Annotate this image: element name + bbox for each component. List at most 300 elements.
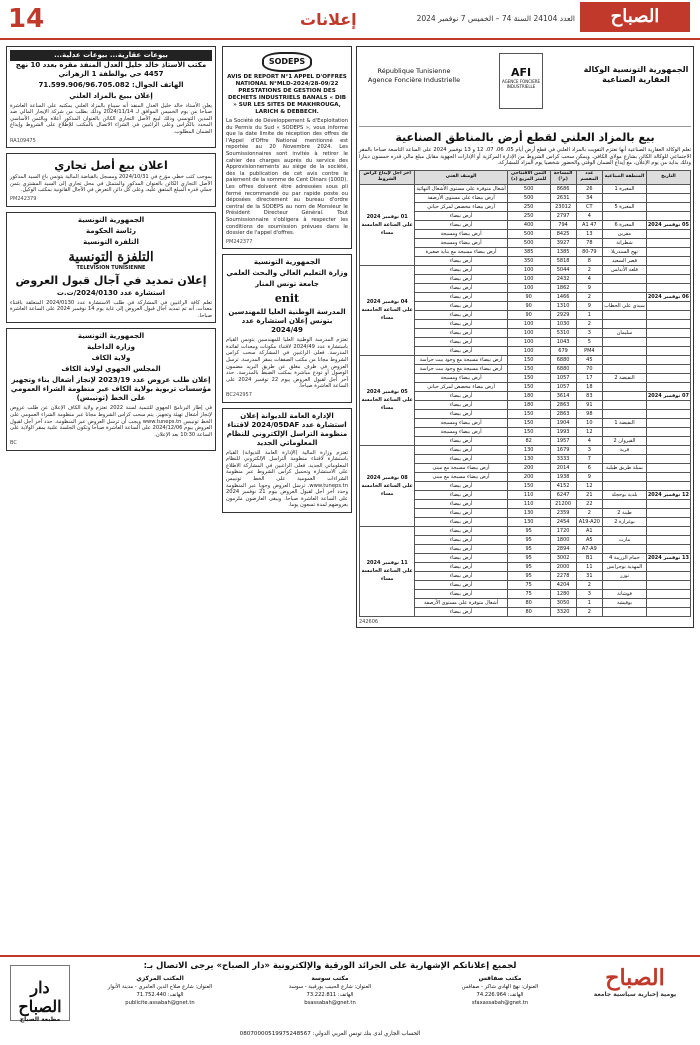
table-cell — [646, 364, 690, 373]
table-cell: 150 — [507, 355, 550, 364]
table-cell: 7 — [576, 454, 603, 463]
table-cell: 1 — [576, 598, 603, 607]
table-cell: أرض بيضاء — [415, 436, 507, 445]
table-cell: 70 — [576, 364, 603, 373]
table-cell — [646, 436, 690, 445]
table-cell: 95 — [507, 544, 550, 553]
table-cell: 3 — [576, 328, 603, 337]
dar-assabah-name: دار الصباح — [18, 978, 62, 1016]
table-cell: 1057 — [550, 373, 576, 382]
table-cell: 100 — [507, 328, 550, 337]
table-cell: أرض بيضاء — [415, 265, 507, 274]
bank-account: الحساب الجاري لدى بنك تونس العربي الدولي: 08070000519975248567 — [239, 1031, 421, 1037]
table-cell: 3614 — [550, 391, 576, 400]
table-cell: قلعة الأندلس — [603, 265, 647, 274]
table-cell: 2014 — [550, 463, 576, 472]
judicial-banner: بيوعات عقارية... بيوعات عدلية... — [10, 50, 212, 61]
table-cell — [646, 265, 690, 274]
table-cell: 385 — [507, 247, 550, 256]
table-cell: 3 — [576, 445, 603, 454]
office-address: العنوان: نهج الهادي شاكر - صفاقس — [461, 984, 539, 990]
table-cell: 17 — [576, 373, 603, 382]
office-email: publicite.assabah@gnet.tn — [125, 1000, 195, 1006]
table-cell: بوغرارة 2 — [603, 517, 647, 526]
table-cell — [646, 580, 690, 589]
table-cell: 90 — [507, 310, 550, 319]
table-header-cell: آخر أجل لإيداع كراس الشروط — [360, 170, 415, 184]
table-cell: 100 — [507, 265, 550, 274]
table-cell — [646, 607, 690, 616]
table-cell: 4204 — [550, 580, 576, 589]
table-row — [360, 184, 691, 193]
table-cell: 45 — [576, 355, 603, 364]
column-middle — [222, 46, 352, 946]
table-cell: أرض بيضاء ومسيجة — [415, 229, 507, 238]
table-cell: A19-A20 — [576, 517, 603, 526]
table-cell: 82 — [507, 436, 550, 445]
tv-presidency: رئاسة الحكومة — [86, 226, 136, 235]
table-cell: 1993 — [550, 427, 576, 436]
table-cell: 500 — [507, 229, 550, 238]
table-cell: 3050 — [550, 598, 576, 607]
table-cell: أرض بيضاء — [415, 409, 507, 418]
table-cell: 150 — [507, 427, 550, 436]
table-cell: 2 — [576, 265, 603, 274]
page-number: 14 — [8, 4, 45, 34]
table-cell: أرض بيضاء — [415, 337, 507, 346]
table-cell — [646, 256, 690, 265]
table-cell: A1 — [576, 526, 603, 535]
table-cell — [646, 481, 690, 490]
table-cell: أرض بيضاء — [415, 607, 507, 616]
table-cell: 1310 — [550, 301, 576, 310]
table-cell: 2797 — [550, 211, 576, 220]
table-cell — [646, 571, 690, 580]
table-cell — [646, 229, 690, 238]
tv-name: التلفزة التونسية — [83, 237, 139, 246]
table-cell: 95 — [507, 526, 550, 535]
table-cell: 2454 — [550, 517, 576, 526]
office-address: العنوان: شارع صلاح الدين العامري - مدينة الأنوار — [107, 984, 213, 990]
table-cell — [646, 598, 690, 607]
enit-title: المدرسة الوطنية العليا للمهندسين بتونس إعلان استشارة عدد 2024/49 — [228, 308, 346, 335]
table-cell: أرض بيضاء — [415, 292, 507, 301]
table-cell: 100 — [507, 283, 550, 292]
table-cell: توزر — [603, 571, 647, 580]
table-cell — [646, 418, 690, 427]
table-cell — [603, 472, 647, 481]
table-cell: 100 — [507, 346, 550, 355]
table-cell: 500 — [507, 184, 550, 193]
table-cell — [646, 193, 690, 202]
table-cell — [603, 544, 647, 553]
table-cell: 130 — [507, 508, 550, 517]
table-cell: 1280 — [550, 589, 576, 598]
assabah-footer-sub: يومية إخبارية سياسية جامعة — [593, 991, 677, 998]
table-cell: المغيرة 1 — [603, 184, 647, 193]
table-cell: 13 نوفمبر 2024 — [647, 554, 689, 561]
table-cell — [603, 409, 647, 418]
table-cell: 1800 — [550, 535, 576, 544]
table-cell: 98 — [576, 409, 603, 418]
table-cell — [646, 247, 690, 256]
table-cell — [646, 427, 690, 436]
interior-ministry: وزارة الداخلية — [87, 343, 135, 352]
afi-french-name — [359, 67, 469, 85]
issue-info: العدد 24104 السنة 74 – الخميس 7 نوفمبر 2024 — [416, 14, 575, 23]
table-cell: المغيرة 5 — [603, 202, 647, 211]
table-cell — [646, 301, 690, 310]
table-cell: 1679 — [550, 445, 576, 454]
table-cell: 2 — [576, 580, 603, 589]
table-cell: 2894 — [550, 544, 576, 553]
table-cell: النفيضة 2 — [603, 373, 647, 382]
table-cell: 1720 — [550, 526, 576, 535]
table-cell: 2000 — [550, 562, 576, 571]
table-cell: 130 — [507, 517, 550, 526]
table-cell: PM4 — [576, 346, 603, 355]
table-cell: 350 — [507, 256, 550, 265]
interior-ref: BC — [10, 440, 17, 447]
deadline-cell: 08 نوفمبر 2024 على الساعة الخامسة مساء — [360, 445, 415, 526]
table-cell: 100 — [507, 337, 550, 346]
table-cell: 5310 — [550, 328, 576, 337]
afi-fr-republic: République Tunisienne — [377, 67, 451, 75]
table-cell: أرض بيضاء مسيجة مع وجود بيت حراسة — [415, 364, 507, 373]
table-cell — [603, 481, 647, 490]
office-address: العنوان: شارع الحبيب بورقيبة - سوسة — [288, 984, 372, 990]
table-cell: 3 — [576, 589, 603, 598]
table-cell — [603, 454, 647, 463]
table-cell: 150 — [507, 382, 550, 391]
table-cell: 07 نوفمبر 2024 — [647, 392, 689, 399]
table-cell: 90 — [507, 301, 550, 310]
table-cell: 794 — [550, 220, 576, 229]
table-cell: 100 — [507, 319, 550, 328]
table-cell: أرض بيضاء مخصص لمركز حياتي — [415, 382, 507, 391]
section-title: إعلانات — [300, 10, 357, 29]
table-cell: 150 — [507, 364, 550, 373]
afi-title: بيع بالمزاد العلني لقطع أرض بالمناطق الصناعية — [395, 131, 655, 144]
table-cell: أرض بيضاء — [415, 301, 507, 310]
table-cell: 12 — [576, 427, 603, 436]
table-cell: أرض بيضاء — [415, 400, 507, 409]
table-cell: 06 نوفمبر 2024 — [647, 293, 689, 300]
table-cell: 05 نوفمبر 2024 — [647, 221, 689, 228]
table-cell: 9 — [576, 301, 603, 310]
table-header-cell: المساحة (م²) — [550, 170, 576, 184]
business-sale-title: اعلان بيع أصل تجاري — [54, 159, 168, 173]
table-header-cell: عدد المقسم — [576, 170, 603, 184]
table-cell — [603, 193, 647, 202]
table-cell: 91 — [576, 400, 603, 409]
table-cell: 18 — [576, 382, 603, 391]
table-cell: النفيضة 1 — [603, 418, 647, 427]
enit-logo: enit — [274, 292, 300, 306]
table-cell: 80 — [507, 598, 550, 607]
table-cell: 6 — [576, 463, 603, 472]
table-cell: 3002 — [550, 553, 576, 562]
customs-ad — [222, 408, 352, 513]
table-cell: أرض بيضاء مخصص لمركز حياتي — [415, 202, 507, 211]
table-cell — [603, 337, 647, 346]
table-cell — [646, 409, 690, 418]
table-cell: أرض بيضاء — [415, 283, 507, 292]
table-cell: 1385 — [550, 247, 576, 256]
afi-logo-text: AFI — [510, 66, 532, 79]
table-row — [360, 265, 691, 274]
table-cell: 47 A1 — [576, 220, 603, 229]
table-cell: 75 — [507, 580, 550, 589]
table-cell: أشغال متوفرة على مستوى الأشغال النهائية — [416, 185, 506, 192]
table-cell: أرض بيضاء — [415, 508, 507, 517]
office-name: المكتب المركزي — [136, 975, 184, 982]
table-cell: 679 — [550, 346, 576, 355]
table-cell: 34 — [576, 193, 603, 202]
table-cell: أرض بيضاء مسيجة مع مبنى — [415, 472, 507, 481]
table-cell: 2863 — [550, 409, 576, 418]
table-cell: 95 — [507, 535, 550, 544]
enit-ministry: وزارة التعليم العالي والبحث العلمي — [226, 269, 348, 278]
table-cell: 6247 — [550, 490, 576, 499]
table-cell: 150 — [507, 409, 550, 418]
deadline-cell: 04 نوفمبر 2024 على الساعة الخامسة مساء — [360, 265, 415, 355]
table-cell: قصر السعيد — [603, 256, 647, 265]
table-cell — [603, 346, 647, 355]
dar-assabah-sub: مطبعة الصباح — [19, 1016, 61, 1023]
table-cell: فوشانة — [603, 589, 647, 598]
afi-ad — [356, 46, 694, 628]
table-cell — [603, 355, 647, 364]
table-cell — [603, 580, 647, 589]
table-cell: أرض بيضاء ومسيجة — [415, 238, 507, 247]
table-cell — [646, 211, 690, 220]
table-row — [360, 355, 691, 364]
assabah-footer-logo — [580, 965, 690, 1021]
column-left — [6, 46, 216, 946]
office-sfax — [420, 975, 580, 1007]
table-cell — [646, 328, 690, 337]
interior-republic: الجمهورية التونسية — [77, 332, 145, 341]
table-cell: أرض بيضاء مسيجة مع وجود بيت حراسة — [415, 355, 507, 364]
table-cell: 2278 — [550, 571, 576, 580]
table-cell — [646, 310, 690, 319]
table-cell: 250 — [507, 211, 550, 220]
table-cell: 400 — [507, 220, 550, 229]
table-cell — [603, 382, 647, 391]
table-cell: أرض بيضاء مسيجة مع بناية صغيرة — [415, 247, 507, 256]
table-cell: 95 — [507, 553, 550, 562]
interior-ad — [6, 328, 216, 451]
table-cell: 1030 — [550, 319, 576, 328]
table-cell: 78 — [576, 238, 603, 247]
table-cell: أرض بيضاء — [415, 526, 507, 535]
table-cell: 75 — [507, 589, 550, 598]
table-header-cell: المنطقة الصناعية — [603, 170, 647, 184]
table-cell — [603, 607, 647, 616]
afi-arabic-name: الجمهورية التونسية الوكالة العقارية الصناعية — [583, 65, 689, 84]
table-cell: 130 — [507, 445, 550, 454]
table-cell: قربة — [603, 445, 647, 454]
table-cell: أرض بيضاء — [415, 553, 507, 562]
tv-consult: استشارة عدد 2024/0130/ت.ت — [56, 288, 166, 297]
business-sale-text: بموجب كتب خطي مؤرخ في 2024/10/31 ومسجل بالقباضة المالية بتونس باع السيد المذكور الأصل التجاري الكائن بالعنوان المذكور والمتمثل في محل تجاري إلى السيد المشتري بثمن جملي قدره المبلغ المتفق عليه، وعلى كل دائن التعرض في الآجال القانونية بمكتب الوكيل. — [10, 174, 212, 194]
table-cell — [646, 562, 690, 571]
table-cell: 80 — [507, 607, 550, 616]
table-cell: 3333 — [550, 454, 576, 463]
table-cell — [603, 310, 647, 319]
table-cell: نهج السندريلا — [603, 247, 647, 256]
table-cell: طينة 2 — [603, 508, 647, 517]
table-cell: أرض بيضاء مسيجة مع مبنى — [415, 463, 507, 472]
table-cell — [603, 499, 647, 508]
table-cell — [646, 184, 690, 193]
table-cell: أرض بيضاء — [415, 346, 507, 355]
office-phone: الهاتف: 74.226.964 — [476, 992, 524, 998]
table-cell: المهدية بوجرانس — [603, 562, 647, 571]
table-cell: 200 — [507, 463, 550, 472]
lots-table — [359, 170, 691, 617]
table-cell: 3927 — [550, 238, 576, 247]
table-cell: أرض بيضاء — [415, 544, 507, 553]
table-cell — [646, 373, 690, 382]
table-cell: 8425 — [550, 229, 576, 238]
table-cell: 2 — [576, 607, 603, 616]
enit-ad — [222, 254, 352, 402]
table-cell — [646, 400, 690, 409]
table-cell — [646, 238, 690, 247]
table-header-row — [360, 170, 691, 184]
table-cell — [603, 391, 647, 400]
table-cell: 1057 — [550, 382, 576, 391]
footer-offices — [80, 975, 580, 1007]
table-cell: 9 — [576, 472, 603, 481]
table-cell — [646, 283, 690, 292]
table-cell — [603, 211, 647, 220]
table-cell — [603, 319, 647, 328]
table-cell: 110 — [507, 490, 550, 499]
table-cell: القيروان 2 — [603, 436, 647, 445]
table-cell: أشغال متوفرة على مستوى الأرصفة — [415, 598, 507, 607]
table-cell — [646, 355, 690, 364]
table-cell: A5 — [576, 535, 603, 544]
table-cell — [603, 292, 647, 301]
table-cell: 200 — [507, 472, 550, 481]
table-cell: 80-79 — [576, 247, 603, 256]
page-header — [0, 0, 700, 40]
tv-logo-text: التلفزة التونسية — [68, 249, 154, 265]
table-cell — [646, 463, 690, 472]
table-cell: 31 — [576, 571, 603, 580]
table-cell — [646, 535, 690, 544]
judicial-text: يعلن الأستاذ خالد خليل العدل المنفذ أنه سيباع بالمزاد العلني بمكتبه على الساعة العاشرة صباحا من يوم الخميس الموافق لـ 2024/11/14 وذلك بطلب من شركة الإيجار المالي ضد المدين التونسي وذلك لبيع الأصل التجاري الكائن بالعنوان المذكور أعلاه وبالثمن الأساسي المحدد بالكراس وعلى الراغبين في الشراء الاتصال بالمكتب للإطلاع على الشروط وإيداع الضمان المطلوب. — [10, 102, 212, 135]
afi-logo-sub: AGENCE FONCIERE INDUSTRIELLE — [501, 79, 541, 89]
table-cell: أرض بيضاء ومسيجة — [415, 418, 507, 427]
table-cell: 2863 — [550, 400, 576, 409]
table-cell: أرض بيضاء — [415, 310, 507, 319]
judicial-sale-ad — [6, 46, 216, 148]
table-cell: أرض بيضاء ومسيجة — [415, 427, 507, 436]
judicial-ref: RA109475 — [10, 137, 36, 144]
table-cell: 12 — [576, 481, 603, 490]
table-cell: أرض بيضاء — [415, 454, 507, 463]
sodeps-ref: PM242377 — [226, 238, 253, 245]
table-cell: 1466 — [550, 292, 576, 301]
table-cell: 26 — [576, 184, 603, 193]
office-name: مكتب سوسة — [311, 975, 349, 982]
table-cell: 180 — [507, 391, 550, 400]
table-cell: أرض بيضاء — [415, 481, 507, 490]
tv-title: إعلان تمديد في آجال قبول العروض — [15, 273, 207, 287]
table-cell: 2432 — [550, 274, 576, 283]
table-cell: شطرانة — [603, 238, 647, 247]
afi-logo — [499, 53, 543, 109]
table-cell: 8686 — [550, 184, 576, 193]
table-cell: أرض بيضاء — [415, 391, 507, 400]
enit-ref: BC242957 — [226, 392, 252, 399]
table-header-cell: التاريخ — [646, 170, 690, 184]
column-right — [356, 46, 694, 946]
table-cell — [603, 283, 647, 292]
table-row — [360, 445, 691, 454]
table-cell: 1957 — [550, 436, 576, 445]
table-cell: أرض بيضاء — [415, 490, 507, 499]
table-cell: 500 — [507, 238, 550, 247]
table-cell: 180 — [507, 400, 550, 409]
table-cell — [646, 454, 690, 463]
office-central — [80, 975, 240, 1007]
table-cell — [646, 319, 690, 328]
table-cell: سيدي علي الحطاب — [604, 302, 645, 309]
office-email: bsassabah@gnet.tn — [304, 1000, 356, 1006]
tv-text: تعلم كافة الراغبين في المشاركة في طلب الاستشارة عدد 2024/0130 المتعلقة باقتناء معدات، أنه تم تمديد آجال قبول العروض إلى غاية يوم 14 نوفمبر 2024 على الساعة العاشرة صباحا. — [10, 299, 212, 319]
table-cell — [646, 499, 690, 508]
afi-ref: 242606 — [359, 618, 379, 625]
table-cell: 11 — [576, 562, 603, 571]
table-cell — [603, 400, 647, 409]
table-row — [360, 526, 691, 535]
table-cell: 100 — [507, 274, 550, 283]
sodeps-logo: SODEPS — [262, 52, 312, 72]
enit-republic: الجمهورية التونسية — [253, 258, 321, 267]
table-cell: 150 — [507, 418, 550, 427]
tv-logo — [10, 250, 212, 271]
interior-state: ولاية الكاف — [91, 354, 131, 363]
table-cell — [646, 472, 690, 481]
table-header-cell: الثمن الافتتاحي للمتر المربع (د) — [507, 170, 550, 184]
table-cell: بلدية بوحجلة — [603, 490, 647, 499]
table-cell: مقرين — [603, 229, 647, 238]
table-cell: أرض بيضاء — [415, 535, 507, 544]
judicial-office: مكتب الأستاذ خالد خليل العدل المنفذ مقره بعدد 10 نهج 4457 حي بوالطفة 1 الزهراني — [15, 60, 207, 78]
afi-header — [359, 49, 691, 127]
table-cell: أرض بيضاء — [415, 211, 507, 220]
table-cell: أرض بيضاء — [415, 328, 507, 337]
deadline-cell: 01 نوفمبر 2024 على الساعة الخامسة مساء — [360, 184, 415, 265]
table-cell: 12 نوفمبر 2024 — [647, 491, 689, 498]
table-cell — [646, 445, 690, 454]
table-cell: 1938 — [550, 472, 576, 481]
table-cell: 1862 — [550, 283, 576, 292]
table-cell: أرض بيضاء — [415, 220, 507, 229]
table-cell: 2631 — [550, 193, 576, 202]
afi-fr-agency: Agence Foncière Industrielle — [367, 76, 461, 84]
table-cell — [603, 274, 647, 283]
table-cell: 9 — [576, 283, 603, 292]
table-cell: 4152 — [550, 481, 576, 490]
table-cell: أرض بيضاء — [415, 589, 507, 598]
table-header-cell: الوصف الفني — [415, 170, 507, 184]
